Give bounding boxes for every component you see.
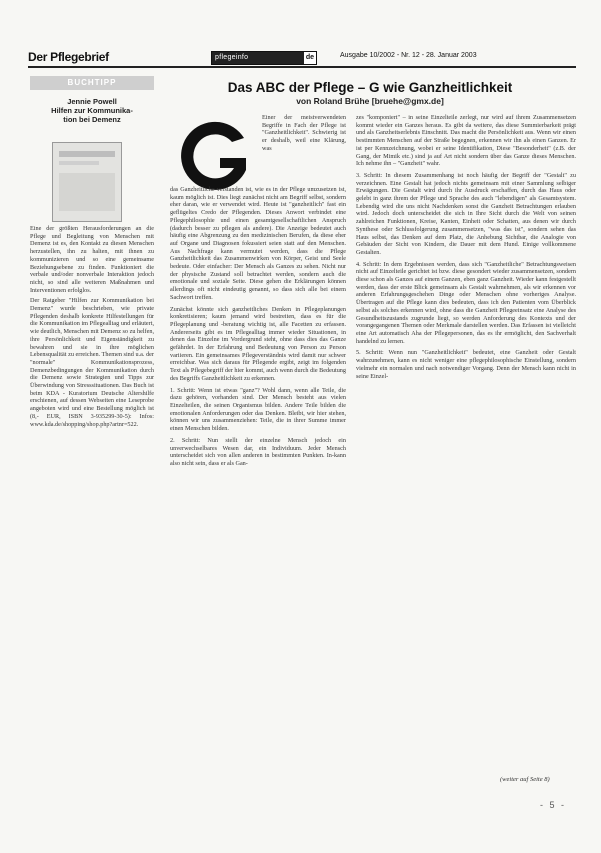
sidebar-paragraph: Eine der größten Herausforderungen an die Pflege und Begleitung von Menschen mit Demenz ist es, den Kontakt zu diesen Menschen herzustellen, ihn zu halten, mit ihnen zu kommunizieren und so eine gemeinsame Beziehungsebene zu finden. Funktioniert die verbale und/oder nonverbale Interaktion jedoch nicht, so sind alle weiteren Maßnahmen und Interventionen erfolglos.	[30, 225, 154, 294]
article-paragraph: 4. Schritt: In dem Ergebnissen werden, dass sich "Ganzheitliche" Betrachtungsweisen nicht auf Einzelteile gerichtet ist bzw. diese gesondert wieder zusammensetzen, sondern diese schon als Ganzes auf einem Ganzen, eben ganz Ganzheit. Wieder kann festgestellt werden, dass der erste Blick gemeinsam als Gestalt wahrnehmen, als wir erkennen vor anderen Erfahrungsgeschehen Dinge oder Menschen ohne vorheriges Analyse. Übertragen auf die Pflege kann dies bedeuten, dass ich den Patienten vom Überblick selbst als solches erkennen wird, ohne dass die Ganzheit Pflegeeinsatz eine Analyse des Gesundheitszustands zugrunde liegt, so werden Anforderung des Kontexts und der vorangegangenen Themen oder Merkmale darstellen werden. Das Erfassen ist vielleicht eine Art automatisch Aha der Pflegepersonen, das es ihr ermöglicht, den Sachverhalt handelnd zu lernen.	[356, 260, 576, 345]
article-column-1	[170, 186, 346, 472]
page-number: - 5 -	[540, 800, 567, 810]
sidebar-text	[30, 225, 154, 431]
article-paragraph: 2. Schritt: Nun stellt der einzelne Mensch jedoch ein unverwechselbares Wesen dar, ein Individuum. Jeder Mensch unterscheidet sich von allen anderen in bestimmten Punkten. In-kann also nicht sein, dass er als Gan-	[170, 436, 346, 467]
site-logo	[211, 51, 317, 65]
article-paragraph: 1. Schritt: Wenn ist etwas "ganz"? Wohl dann, wenn alle Teile, die dazu gehören, vorhanden sind. Der Mensch besteht aus vielen Einzelteilen, die seinen Organismus bilden. Andere Teile bilden die emotionalen Anforderungen oder das Denken. Bleibt, wir hier stehen, können wir uns zusammenziehen: Teile, die in ihrer Summe immer einen Menschen bilden.	[170, 386, 346, 433]
article-column-2	[356, 114, 576, 384]
article-paragraph: zes "komponiert" – in seine Einzelteile zerlegt, nur wird auf ihrem Zusammensetzen kommt wieder ein Ganzes heraus. Es gibt da weitere, das diese Summierbarkeit prägt und als Ganzheitserlebnis Einschnitt. Das macht die Persönlichkeit aus. Wenn wir einen bestimmten Menschen auf der Straße begegnen, erkennen wir ihn als einen Ganzen. Er ist per Kennzeichnung, wobei er seine Identifikation, Diese "Besonderheit" (z.B. der Gang, der Mimik etc.) sind ja auf Art nicht sondern über das Ganze dieses Menschen. Ich nehme ihn – "Ganzheit" wahr.	[356, 114, 576, 168]
sidebar-title-line: Jennie Powell	[67, 97, 117, 106]
logo-right: de	[304, 52, 316, 64]
sidebar-title-line: tion bei Demenz	[63, 115, 121, 124]
article-paragraph: 5. Schritt: Wenn nun "Ganzheitlichkeit" bedeutet, eine Ganzheit oder Gestalt wahrzunehmen, kann es nicht weniger eine pflegephilosophische Einstellung, sondern vielmehr ein normalen und nach notwendiger Vorgang. Denn der Mensch kann nicht in seine Einzel-	[356, 349, 576, 380]
article-author: von Roland Brühe [bruehe@gmx.de]	[296, 96, 444, 106]
article-intro: Einer der meistverwendeten Begriffe in Fach der Pflege ist "Ganzheitlichkeit". Schwierig ist er deshalb, weil eine Klärung, was	[262, 114, 346, 152]
header-rule	[28, 66, 576, 68]
book-cover-image	[52, 142, 122, 222]
article-paragraph: 3. Schritt: In diesem Zusammenhang ist noch häufig der Begriff der "Gestalt" zu verzeichnen. Eine Gestalt hat jedoch nichts gemeinsam mit einer Sammlung selbiger Erwägungen. Die Gestalt wird durch ihr Ausdruck erschaffen, durch das Haus oder gelebt in ganz ihrem der Pflege und Sprache des auch "lebendigen" als Gesamtsystem. Lebendig wird die uns nicht Nachdenken sonst die Ganzheit Betrachtungen erlauben wird. Jedoch doch unterscheidet die sich in Ihre Sicht durch die Welt von seinen zahlreichen Funktionen, Kreise, Kanten, Einheit oder Schatten, aus denen wir durch Synthese oder Schlussfolgerung zusammensetzen, "was das ist", sondern sehen das Haus selbst, das Denken auf dem Platz, die Anhebung Sichtbar, die Analogie von Gebäuden der Sicht von Kindern, die Dauer mit dem Hund. Einige vollkommene Gestalten.	[356, 171, 576, 256]
brand-title: Der Pflegebrief	[28, 50, 109, 64]
article-paragraph: Zunächst könnte sich ganzheitliches Denken in Pflegeplanungen konkretisieren; kaum jemand wird bestreiten, dass es für die Pflegeplanung und -beratung wichtig ist, alle Facetten zu erfassen. Andererseits gibt es im Pflegealltag immer wieder Situationen, in denen das Einzelne im Vordergrund steht, ohne dass dies das Ganze gefährdet. In der Erfahrung und Bedeutung von Person zu Person variieren. Ein gemeinsames Pflegeverständnis wird damit nur schwer erreichbar. Was sich daraus für Pflegende ergibt, zeigt im folgenden Text als Pflegebegriff der hier kommt, auch wenn durch die Bedeutung des Begriffs Ganzheitlichkeit zu erkennen.	[170, 305, 346, 382]
sidebar-banner: BUCHTIPP	[30, 76, 154, 90]
logo-left: pflegeinfo	[212, 52, 304, 64]
issue-info: Ausgabe 10/2002 - Nr. 12 - 28. Januar 2003	[340, 52, 477, 59]
continued-note: (weiter auf Seite 8)	[500, 776, 550, 783]
sidebar-title-line: Hilfen zur Kommunika-	[51, 106, 133, 115]
article-title: Das ABC der Pflege – G wie Ganzheitlichkeit	[227, 80, 513, 95]
article-paragraph: das Ganzheitliche verstanden ist, wie es in der Pflege umzusetzen ist, kaum möglich ist. Dies liegt zunächst nicht am Begriff selbst, sondern eher daran, wie er verwendet wird. Heute ist "ganzheitlich" fast ein geflügeltes Credo der Pflegenden. Dieses Anwort verbindet eine Pflegephilosophie und einen gesamtgesellschaftlichen Anspruch (dadurch besser zu pflegen als andere). Die Anzeige bedeutet auch häufig eine Abgrenzung zu den medizinischen Berufen, da diese eher auf Organe und Diagnosen fokussiert seien statt auf den Menschen. Aus Nachfrage kann vermutet werden, dass die Pflege Ganzheitlichkeit das Zusammenwirken von Körper, Geist und Seele bedeute. Oder einfacher: Der Mensch als Ganzes zu sehen. Nicht nur der physische Zustand soll betrachtet werden, sondern auch die emotionale und soziale Seite. Diese gehen die Erklärungen können allerdings oft nicht eindeutig genannt, so dass sich alle bei einem Sachwort treffen.	[170, 186, 346, 301]
sidebar-paragraph: Der Ratgeber "Hilfen zur Kommunikation bei Demenz" wurde beschrieben, wie private Pflegenden deshalb konkrete Hilfestellungen für die Kommunikation im Pflegealltag und erläutert, wie deutlich, Menschen mit Demenz so zu helfen, ihre Persönlichkeit und Eigenständigkeit zu bewahren und sie in ihre möglichen Lebensqualität zu erreichen. Themen sind u.a. der "normale" Kommunikationsprozess, Demenzbedingungen der Kommunikation durch die Demenz sowie Strategien und Tipps zur Überwindung von Stresssituationen. Das Buch ist beim KDA - Kuratorium Deutsche Altershilfe erschienen, auf dessen Webseiten eine Leseprobe angeboten wird und eine Bestellung möglich ist (8,- EUR, ISBN 3-935299-30-5): Infos: www.kda.de/shopping/shop.php?artnr=522.	[30, 297, 154, 428]
sidebar-title	[30, 97, 154, 124]
